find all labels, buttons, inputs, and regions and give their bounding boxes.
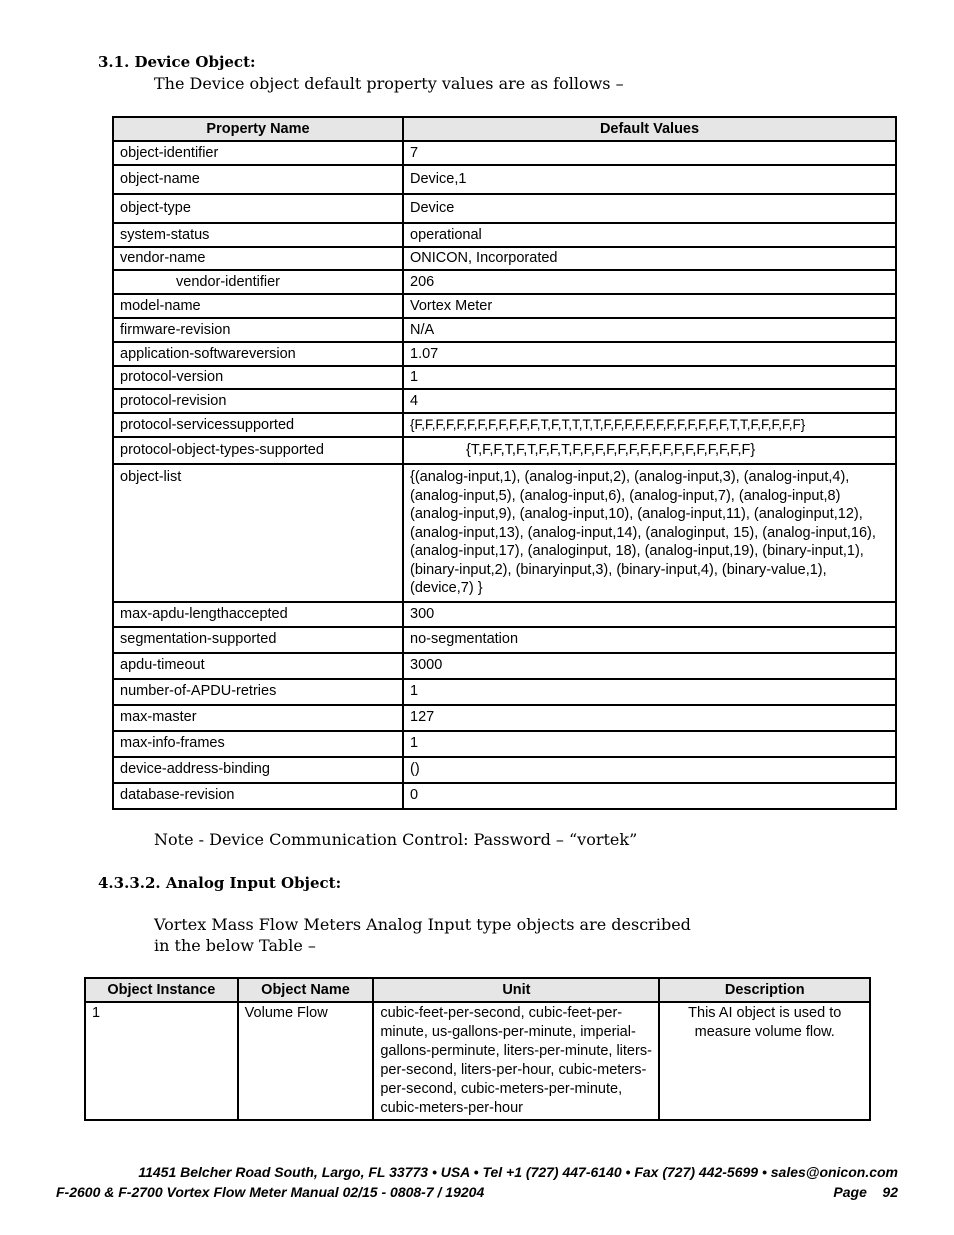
property-name-cell: object-list <box>113 464 403 602</box>
property-name-cell: protocol-revision <box>113 389 403 413</box>
default-value-cell: 1 <box>403 679 896 705</box>
column-header-object-instance: Object Instance <box>85 978 238 1002</box>
property-name-cell: vendor-identifier <box>113 270 403 294</box>
property-name-cell: protocol-object-types-supported <box>113 437 403 464</box>
table-row <box>113 366 896 389</box>
property-name-cell: object-name <box>113 165 403 194</box>
default-value-cell: 206 <box>403 270 896 294</box>
property-name-cell: object-type <box>113 194 403 223</box>
property-name-cell: vendor-name <box>113 247 403 270</box>
table-row <box>113 437 896 464</box>
property-name-cell: max-info-frames <box>113 731 403 757</box>
default-value-cell: 127 <box>403 705 896 731</box>
property-name-cell: system-status <box>113 223 403 247</box>
section-intro-analog-input <box>154 914 714 956</box>
property-name-cell: max-apdu-lengthaccepted <box>113 602 403 627</box>
object-instance-cell: 1 <box>85 1002 238 1120</box>
column-header-object-name: Object Name <box>238 978 374 1002</box>
section-heading-analog-input-object: 4.3.3.2. Analog Input Object: <box>98 874 342 892</box>
table-row <box>113 679 896 705</box>
property-name-cell: object-identifier <box>113 141 403 165</box>
table-row <box>113 165 896 194</box>
table-row <box>113 413 896 437</box>
table-row <box>85 1002 870 1120</box>
table-row <box>113 223 896 247</box>
property-name-cell: database-revision <box>113 783 403 809</box>
table-row <box>113 757 896 783</box>
page-number: Page 92 <box>833 1184 898 1200</box>
default-value-cell: 1 <box>403 731 896 757</box>
default-value-cell: {(analog-input,1), (analog-input,2), (analog-input,3), (analog-input,4), (analog-input,5), (analog-input,6), (analog-input,7), (analog-input,8) (analog-input,9), (analog-input,10), (analog-input,11), (analoginput,12), (analog-input,13), (analog-input,14), (analoginput, 15), (analog-input,16), (analog-input,17), (analoginput, 18), (analog-input,19), (binary-input,1), (binary-input,2), (binaryinput,3), (binary-input,4), (binary-value,1), (device,7) } <box>403 464 896 602</box>
default-value-cell: 1.07 <box>403 342 896 366</box>
table-row <box>113 247 896 270</box>
property-name-cell: max-master <box>113 705 403 731</box>
table-row <box>113 270 896 294</box>
column-header-property-name: Property Name <box>113 117 403 141</box>
table-row <box>113 194 896 223</box>
property-name-cell: model-name <box>113 294 403 318</box>
object-name-cell: Volume Flow <box>238 1002 374 1120</box>
section-heading-device-object: 3.1. Device Object: <box>98 53 256 71</box>
property-name-cell: firmware-revision <box>113 318 403 342</box>
footer-manual-line <box>56 1184 898 1200</box>
table-row <box>113 602 896 627</box>
default-value-cell: Device,1 <box>403 165 896 194</box>
table-row <box>113 464 896 602</box>
default-value-cell: () <box>403 757 896 783</box>
property-name-cell: application-softwareversion <box>113 342 403 366</box>
table-row <box>113 389 896 413</box>
table-row <box>113 783 896 809</box>
default-value-cell: {T,F,F,T,F,T,F,F,T,F,F,F,F,F,F,F,F,F,F,F,F,F,F,F,F} <box>403 437 896 464</box>
column-header-unit: Unit <box>373 978 659 1002</box>
default-value-cell: 0 <box>403 783 896 809</box>
default-value-cell: {F,F,F,F,F,F,F,F,F,F,F,F,T,F,T,T,T,T,F,F,F,F,F,F,F,F,F,F,F,F,T,T,F,F,F,F,F} <box>403 413 896 437</box>
default-value-cell: Device <box>403 194 896 223</box>
table-row <box>113 627 896 653</box>
default-value-cell: 4 <box>403 389 896 413</box>
unit-cell: cubic-feet-per-second, cubic-feet-per-minute, us-gallons-per-minute, imperial-gallons-perminute, liters-per-minute, liters-per-second, liters-per-hour, cubic-meters-per-second, cubic-meters-per-minute, cubic-meters-per-hour <box>373 1002 659 1120</box>
default-value-cell: 3000 <box>403 653 896 679</box>
section-intro-device-object: The Device object default property values are as follows – <box>154 74 624 93</box>
property-name-cell: number-of-APDU-retries <box>113 679 403 705</box>
intro-line: Vortex Mass Flow Meters Analog Input type objects are described <box>154 915 691 934</box>
footer-address: 11451 Belcher Road South, Largo, FL 33773 • USA • Tel +1 (727) 447-6140 • Fax (727) 442-5699 • sales@onicon.com <box>138 1164 898 1180</box>
table-row <box>113 731 896 757</box>
table-row <box>113 342 896 366</box>
intro-line: in the below Table – <box>154 936 316 955</box>
default-value-cell: 1 <box>403 366 896 389</box>
table-row <box>113 318 896 342</box>
default-value-cell: ONICON, Incorporated <box>403 247 896 270</box>
table-row <box>113 705 896 731</box>
table-row <box>113 294 896 318</box>
description-cell: This AI object is used to measure volume flow. <box>659 1002 870 1120</box>
property-name-cell: segmentation-supported <box>113 627 403 653</box>
column-header-description: Description <box>659 978 870 1002</box>
default-value-cell: Vortex Meter <box>403 294 896 318</box>
property-name-cell: apdu-timeout <box>113 653 403 679</box>
table-row <box>113 141 896 165</box>
property-name-cell: protocol-version <box>113 366 403 389</box>
default-value-cell: operational <box>403 223 896 247</box>
column-header-default-values: Default Values <box>403 117 896 141</box>
default-value-cell: N/A <box>403 318 896 342</box>
device-properties-table <box>112 116 897 810</box>
property-name-cell: device-address-binding <box>113 757 403 783</box>
default-value-cell: 300 <box>403 602 896 627</box>
table-header-row <box>85 978 870 1002</box>
table-header-row <box>113 117 896 141</box>
analog-input-table <box>84 977 871 1121</box>
default-value-cell: 7 <box>403 141 896 165</box>
password-note: Note - Device Communication Control: Password – “vortek” <box>154 830 638 849</box>
default-value-cell: no-segmentation <box>403 627 896 653</box>
property-name-cell: protocol-servicessupported <box>113 413 403 437</box>
table-row <box>113 653 896 679</box>
footer-manual-title: F-2600 & F-2700 Vortex Flow Meter Manual 02/15 - 0808-7 / 19204 <box>56 1184 485 1200</box>
